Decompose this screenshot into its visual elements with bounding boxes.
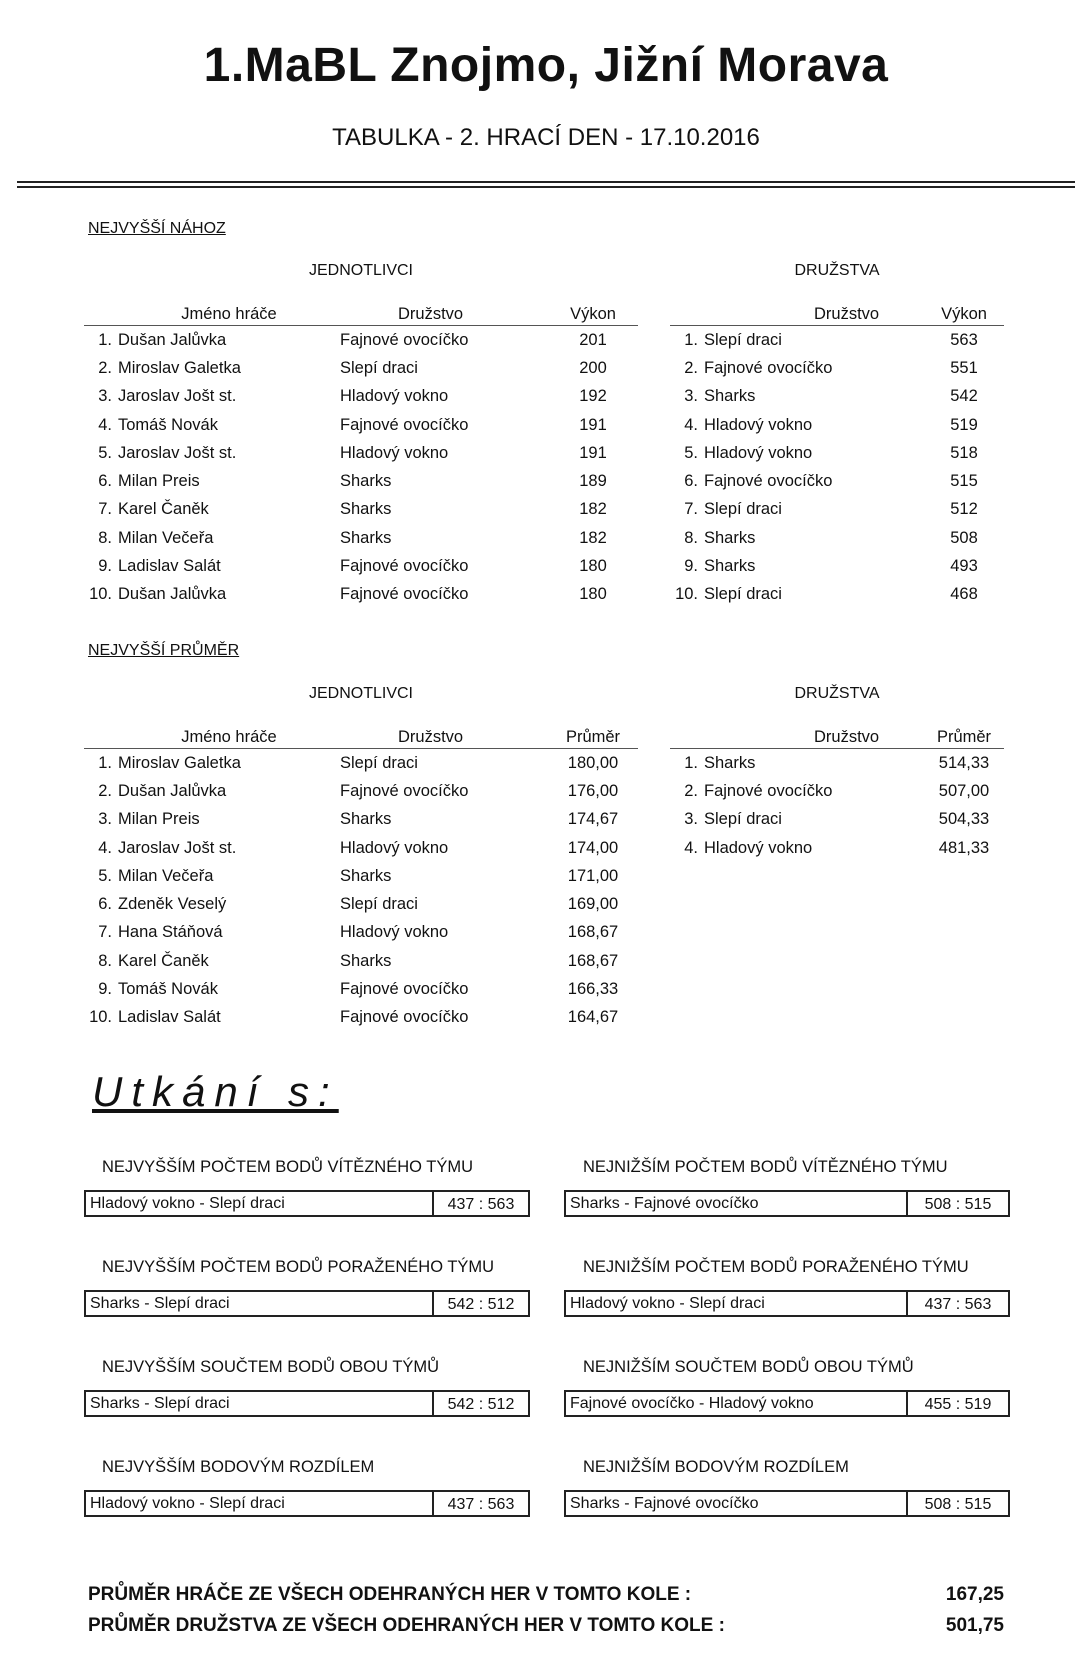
cell-team: Hladový vokno — [704, 443, 813, 462]
cell-name: Zdeněk Veselý — [118, 895, 227, 914]
match-teams: Sharks - Fajnové ovocíčko — [570, 1495, 759, 1512]
match-score: 542 : 512 — [432, 1292, 528, 1315]
cell-rank: 3. — [98, 810, 112, 829]
cell-name: Karel Čaněk — [118, 500, 209, 519]
cell-name: Dušan Jalůvka — [118, 781, 227, 800]
match-teams: Hladový vokno - Slepí draci — [570, 1295, 765, 1312]
cell-value: 200 — [579, 358, 607, 377]
cell-value: 512 — [950, 500, 978, 519]
page-subtitle: TABULKA - 2. HRACÍ DEN - 17.10.2016 — [332, 124, 760, 151]
cell-rank: 4. — [684, 415, 698, 434]
cell-rank: 10. — [675, 585, 698, 604]
table-row — [84, 411, 638, 439]
table-header — [84, 296, 638, 326]
cell-team: Sharks — [340, 500, 392, 519]
nahoz-players-table — [84, 296, 638, 609]
match-teams: Fajnové ovocíčko - Hladový vokno — [570, 1395, 814, 1412]
table-row — [84, 975, 638, 1003]
cell-value: 174,67 — [567, 810, 619, 829]
col-team: Družstvo — [704, 719, 924, 749]
cell-team: Fajnové ovocíčko — [340, 330, 469, 349]
cell-team: Slepí draci — [340, 358, 418, 377]
cell-rank: 8. — [684, 528, 698, 547]
cell-team: Slepí draci — [704, 330, 782, 349]
cell-value: 189 — [579, 472, 607, 491]
cell-rank: 10. — [89, 1008, 112, 1027]
col-team: Družstvo — [340, 296, 548, 326]
cell-rank: 9. — [98, 980, 112, 999]
table-row — [670, 326, 1004, 355]
table-row — [84, 439, 638, 467]
table-row — [84, 467, 638, 495]
section-title-nahoz: NEJVYŠŠÍ NÁHOZ — [88, 220, 226, 237]
prumer-teams-group-label: DRUŽSTVA — [794, 685, 880, 702]
player-average-value: 167,25 — [945, 1584, 1004, 1605]
cell-name: Jaroslav Jošt st. — [118, 838, 237, 857]
prumer-players-group-label: JEDNOTLIVCI — [308, 685, 413, 702]
cell-name: Ladislav Salát — [118, 557, 221, 576]
col-team: Družstvo — [340, 719, 548, 749]
cell-value: 171,00 — [567, 866, 619, 885]
table-row — [84, 890, 638, 918]
cell-name: Miroslav Galetka — [118, 753, 241, 772]
cell-value: 168,67 — [567, 951, 619, 970]
cell-team: Hladový vokno — [704, 415, 813, 434]
col-value: Výkon — [548, 296, 638, 326]
cell-value: 180 — [579, 557, 607, 576]
cell-rank: 5. — [98, 866, 112, 885]
match-box — [84, 1390, 530, 1417]
cell-name: Dušan Jalůvka — [118, 330, 227, 349]
table-row — [670, 834, 1004, 862]
col-name: Jméno hráče — [118, 719, 340, 749]
cell-team: Fajnové ovocíčko — [340, 415, 469, 434]
table-row — [84, 777, 638, 805]
cell-team: Fajnové ovocíčko — [704, 472, 833, 491]
table-body — [670, 749, 1004, 863]
cell-rank: 6. — [98, 895, 112, 914]
match-label: NEJVYŠŠÍM POČTEM BODŮ PORAŽENÉHO TÝMU — [102, 1258, 495, 1276]
cell-team: Fajnové ovocíčko — [340, 585, 469, 604]
match-label: NEJNIŽŠÍM POČTEM BODŮ PORAŽENÉHO TÝMU — [583, 1258, 969, 1276]
table-row — [84, 834, 638, 862]
match-box — [564, 1490, 1010, 1517]
cell-name: Karel Čaněk — [118, 951, 209, 970]
cell-rank: 1. — [98, 330, 112, 349]
cell-rank: 1. — [684, 330, 698, 349]
table-row — [670, 411, 1004, 439]
cell-rank: 4. — [684, 838, 698, 857]
match-teams: Sharks - Slepí draci — [90, 1395, 230, 1412]
cell-rank: 8. — [98, 951, 112, 970]
cell-value: 169,00 — [567, 895, 619, 914]
col-rank — [670, 296, 704, 326]
cell-team: Sharks — [340, 810, 392, 829]
cell-value: 182 — [579, 500, 607, 519]
table-body — [670, 326, 1004, 609]
cell-value: 507,00 — [938, 781, 990, 800]
cell-value: 519 — [950, 415, 978, 434]
player-average-label: PRŮMĚR HRÁČE ZE VŠECH ODEHRANÝCH HER V TOMTO KOLE : — [88, 1584, 692, 1605]
cell-rank: 2. — [98, 781, 112, 800]
cell-name: Miroslav Galetka — [118, 358, 241, 377]
cell-name: Hana Stáňová — [118, 923, 223, 942]
match-teams: Sharks - Fajnové ovocíčko — [570, 1195, 759, 1212]
cell-value: 504,33 — [938, 810, 990, 829]
match-score: 542 : 512 — [432, 1392, 528, 1415]
cell-team: Fajnové ovocíčko — [340, 781, 469, 800]
cell-value: 514,33 — [938, 753, 990, 772]
match-teams: Sharks - Slepí draci — [90, 1295, 230, 1312]
cell-rank: 2. — [98, 358, 112, 377]
col-rank — [670, 719, 704, 749]
cell-rank: 9. — [684, 557, 698, 576]
cell-value: 563 — [950, 330, 978, 349]
match-score: 508 : 515 — [906, 1492, 1008, 1515]
match-score: 437 : 563 — [906, 1292, 1008, 1315]
cell-value: 191 — [579, 415, 607, 434]
cell-name: Milan Preis — [118, 810, 200, 829]
table-row — [84, 383, 638, 411]
cell-team: Fajnové ovocíčko — [704, 781, 833, 800]
col-team: Družstvo — [704, 296, 924, 326]
table-row — [84, 326, 638, 355]
cell-name: Milan Večeřa — [118, 866, 214, 885]
cell-value: 168,67 — [567, 923, 619, 942]
cell-rank: 3. — [684, 810, 698, 829]
cell-value: 192 — [579, 387, 607, 406]
cell-team: Hladový vokno — [704, 838, 813, 857]
table-row — [84, 749, 638, 778]
cell-name: Milan Večeřa — [118, 528, 214, 547]
cell-rank: 9. — [98, 557, 112, 576]
match-label: NEJVYŠŠÍM POČTEM BODŮ VÍTĚZNÉHO TÝMU — [102, 1158, 473, 1176]
table-row — [84, 524, 638, 552]
table-row — [84, 919, 638, 947]
match-label: NEJNIŽŠÍM BODOVÝM ROZDÍLEM — [583, 1458, 849, 1476]
match-label: NEJVYŠŠÍM SOUČTEM BODŮ OBOU TÝMŮ — [102, 1358, 440, 1376]
cell-rank: 7. — [98, 500, 112, 519]
table-row — [84, 862, 638, 890]
cell-team: Sharks — [340, 951, 392, 970]
header-divider-bottom — [17, 186, 1075, 188]
cell-rank: 7. — [684, 500, 698, 519]
col-value: Výkon — [924, 296, 1004, 326]
table-row — [670, 524, 1004, 552]
cell-team: Fajnové ovocíčko — [340, 1008, 469, 1027]
match-teams: Hladový vokno - Slepí draci — [90, 1195, 285, 1212]
table-row — [84, 947, 638, 975]
match-score: 437 : 563 — [432, 1192, 528, 1215]
cell-value: 508 — [950, 528, 978, 547]
cell-rank: 8. — [98, 528, 112, 547]
cell-team: Sharks — [704, 387, 756, 406]
cell-name: Jaroslav Jošt st. — [118, 387, 237, 406]
cell-value: 182 — [579, 528, 607, 547]
col-rank — [84, 719, 118, 749]
col-value: Průměr — [548, 719, 638, 749]
table-row — [670, 749, 1004, 778]
cell-value: 180 — [579, 585, 607, 604]
match-label: NEJNIŽŠÍM SOUČTEM BODŮ OBOU TÝMŮ — [583, 1358, 914, 1376]
cell-team: Slepí draci — [340, 753, 418, 772]
table-row — [84, 1004, 638, 1032]
match-box — [564, 1290, 1010, 1317]
prumer-teams-table — [670, 719, 1004, 862]
cell-team: Sharks — [704, 528, 756, 547]
table-body — [84, 326, 638, 609]
cell-value: 180,00 — [567, 753, 619, 772]
cell-team: Hladový vokno — [340, 443, 449, 462]
table-row — [670, 581, 1004, 609]
cell-team: Fajnové ovocíčko — [704, 358, 833, 377]
match-teams: Hladový vokno - Slepí draci — [90, 1495, 285, 1512]
cell-rank: 1. — [98, 753, 112, 772]
table-row — [84, 552, 638, 580]
cell-name: Tomáš Novák — [118, 415, 218, 434]
cell-value: 166,33 — [567, 980, 619, 999]
cell-team: Sharks — [704, 557, 756, 576]
cell-team: Sharks — [340, 866, 392, 885]
match-label: NEJVYŠŠÍM BODOVÝM ROZDÍLEM — [102, 1458, 375, 1476]
table-header — [670, 296, 1004, 326]
cell-rank: 10. — [89, 585, 112, 604]
match-box — [564, 1190, 1010, 1217]
cell-rank: 2. — [684, 781, 698, 800]
cell-team: Hladový vokno — [340, 838, 449, 857]
cell-value: 515 — [950, 472, 978, 491]
nahoz-players-group-label: JEDNOTLIVCI — [308, 262, 413, 279]
cell-value: 468 — [950, 585, 978, 604]
page-title: 1.MaBL Znojmo, Jižní Morava — [203, 39, 889, 92]
match-box — [84, 1290, 530, 1317]
cell-value: 176,00 — [567, 781, 619, 800]
matches-heading: Utkání s: — [92, 1068, 339, 1115]
cell-team: Sharks — [704, 753, 756, 772]
table-row — [670, 383, 1004, 411]
cell-name: Tomáš Novák — [118, 980, 218, 999]
cell-team: Hladový vokno — [340, 923, 449, 942]
cell-name: Jaroslav Jošt st. — [118, 443, 237, 462]
cell-value: 542 — [950, 387, 978, 406]
cell-value: 551 — [950, 358, 978, 377]
table-row — [670, 467, 1004, 495]
table-header — [84, 719, 638, 749]
header-divider-top — [17, 181, 1075, 183]
table-row — [84, 806, 638, 834]
cell-team: Slepí draci — [704, 585, 782, 604]
cell-rank: 1. — [684, 753, 698, 772]
match-score: 437 : 563 — [432, 1492, 528, 1515]
cell-name: Dušan Jalůvka — [118, 585, 227, 604]
match-box — [84, 1490, 530, 1517]
col-value: Průměr — [924, 719, 1004, 749]
table-header — [670, 719, 1004, 749]
cell-value: 493 — [950, 557, 978, 576]
table-body — [84, 749, 638, 1032]
cell-team: Slepí draci — [704, 500, 782, 519]
cell-rank: 4. — [98, 838, 112, 857]
cell-team: Slepí draci — [704, 810, 782, 829]
team-average-value: 501,75 — [945, 1615, 1004, 1636]
cell-rank: 3. — [684, 387, 698, 406]
cell-rank: 7. — [98, 923, 112, 942]
cell-rank: 2. — [684, 358, 698, 377]
cell-name: Milan Preis — [118, 472, 200, 491]
cell-value: 164,67 — [567, 1008, 619, 1027]
match-score: 455 : 519 — [906, 1392, 1008, 1415]
cell-name: Ladislav Salát — [118, 1008, 221, 1027]
table-row — [670, 806, 1004, 834]
team-average-label: PRŮMĚR DRUŽSTVA ZE VŠECH ODEHRANÝCH HER V TOMTO KOLE : — [88, 1615, 725, 1636]
cell-rank: 6. — [98, 472, 112, 491]
cell-team: Hladový vokno — [340, 387, 449, 406]
table-row — [670, 439, 1004, 467]
table-row — [84, 496, 638, 524]
table-row — [670, 552, 1004, 580]
cell-rank: 5. — [684, 443, 698, 462]
cell-value: 201 — [579, 330, 607, 349]
cell-team: Sharks — [340, 528, 392, 547]
col-rank — [84, 296, 118, 326]
match-box — [84, 1190, 530, 1217]
table-row — [670, 354, 1004, 382]
nahoz-teams-group-label: DRUŽSTVA — [794, 262, 880, 279]
table-row — [84, 354, 638, 382]
section-title-prumer: NEJVYŠŠÍ PRŮMĚR — [88, 642, 240, 659]
match-score: 508 : 515 — [906, 1192, 1008, 1215]
match-box — [564, 1390, 1010, 1417]
cell-value: 191 — [579, 443, 607, 462]
table-row — [670, 777, 1004, 805]
cell-value: 481,33 — [938, 838, 990, 857]
table-row — [670, 496, 1004, 524]
cell-value: 518 — [950, 443, 978, 462]
cell-team: Slepí draci — [340, 895, 418, 914]
cell-team: Sharks — [340, 472, 392, 491]
nahoz-teams-table — [670, 296, 1004, 609]
cell-value: 174,00 — [567, 838, 619, 857]
cell-rank: 5. — [98, 443, 112, 462]
cell-team: Fajnové ovocíčko — [340, 980, 469, 999]
cell-rank: 3. — [98, 387, 112, 406]
cell-rank: 4. — [98, 415, 112, 434]
match-label: NEJNIŽŠÍM POČTEM BODŮ VÍTĚZNÉHO TÝMU — [583, 1158, 948, 1176]
table-row — [84, 581, 638, 609]
cell-rank: 6. — [684, 472, 698, 491]
prumer-players-table — [84, 719, 638, 1032]
cell-team: Fajnové ovocíčko — [340, 557, 469, 576]
col-name: Jméno hráče — [118, 296, 340, 326]
